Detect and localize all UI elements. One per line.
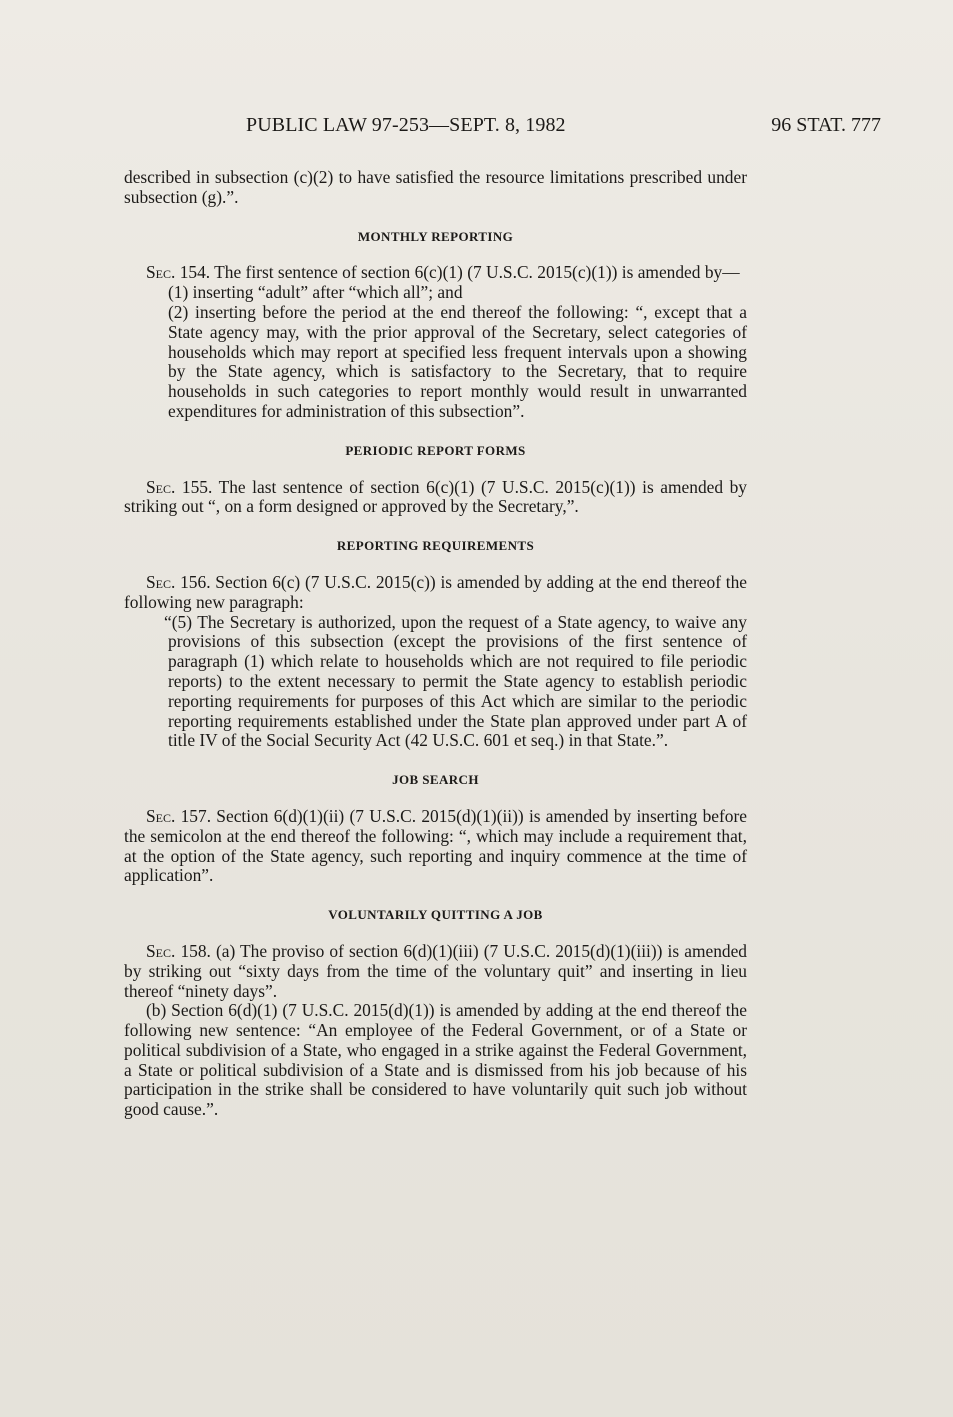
sec-label: Sec.: [146, 262, 176, 283]
section-158-a-text: 158. (a) The proviso of section 6(d)(1)(iii) (7 U.S.C. 2015(d)(1)(iii)) is amended by striking out “sixty days from the time of the voluntary quit” and inserting in lieu thereof “ninety days”.: [124, 940, 747, 1001]
section-154: [124, 263, 747, 283]
section-154-text: 154. The first sentence of section 6(c)(1) (7 U.S.C. 2015(c)(1)) is amended by—: [175, 262, 740, 283]
section-156: [124, 573, 747, 613]
section-158-a: [124, 942, 747, 1001]
section-154-item-2: (2) inserting before the period at the end thereof the following: “, except that a State agency may, with the prior approval of the Secretary, select categories of households which may report at specified less frequent intervals upon a showing by the State agency, which is satisfactory to the Secretary, that to require households in such categories to report monthly would result in unwarranted expenditures for administration of this subsection”.: [168, 301, 747, 421]
intro-paragraph: described in subsection (c)(2) to have satisfied the resource limitations prescribed under subsection (g).”.: [124, 167, 747, 207]
section-156-text: 156. Section 6(c) (7 U.S.C. 2015(c)) is amended by adding at the end thereof the following new paragraph:: [124, 571, 747, 612]
law-title: PUBLIC LAW 97-253—SEPT. 8, 1982: [246, 114, 566, 136]
sec-label: Sec.: [146, 805, 176, 826]
running-header: [124, 114, 881, 148]
sec-label: Sec.: [146, 571, 176, 592]
heading-monthly-reporting: MONTHLY REPORTING: [357, 228, 514, 244]
sec-label: Sec.: [146, 940, 176, 961]
heading-periodic-report-forms: PERIODIC REPORT FORMS: [345, 442, 526, 458]
heading-reporting-requirements: REPORTING REQUIREMENTS: [336, 538, 535, 554]
section-154-item-1: (1) inserting “adult” after “which all”; and: [168, 282, 463, 303]
section-157: [124, 807, 747, 886]
section-155: [124, 478, 747, 518]
document-body: [124, 168, 747, 1120]
statute-page-number: 96 STAT. 777: [771, 114, 881, 136]
section-156-quoted-paragraph: “(5) The Secretary is authorized, upon the request of a State agency, to waive any provisions of this subsection (except the provisions of the first sentence of paragraph (1) which relate to households which are not required to file periodic reports) to the extent necessary to permit the State agency to establish periodic reporting requirements for purposes of this Act which are similar to the periodic reporting requirements established under the State plan approved under part A of title IV of the Social Security Act (42 U.S.C. 601 et seq.) in that State.”.: [164, 611, 747, 751]
sec-label: Sec.: [146, 476, 176, 497]
heading-voluntarily-quitting: VOLUNTARILY QUITTING A JOB: [328, 907, 543, 923]
section-155-text: 155. The last sentence of section 6(c)(1) (7 U.S.C. 2015(c)(1)) is amended by striking out “, on a form designed or approved by the Secretary,”.: [124, 476, 747, 517]
section-158-b: (b) Section 6(d)(1) (7 U.S.C. 2015(d)(1)) is amended by adding at the end thereof the following new sentence: “An employee of the Federal Government, or of a State or political subdivision of a State, who engaged in a strike against the Federal Government, a State or political subdivision of a State and is dismissed from his job because of his participation in the strike shall be considered to have voluntarily quit such job without good cause.”.: [124, 1000, 747, 1120]
heading-job-search: JOB SEARCH: [392, 772, 479, 788]
section-157-text: 157. Section 6(d)(1)(ii) (7 U.S.C. 2015(d)(1)(ii)) is amended by inserting before the semicolon at the end thereof the following: “, which may include a requirement that, at the option of the State agency, such reporting and inquiry commence at the time of application”.: [124, 805, 747, 886]
